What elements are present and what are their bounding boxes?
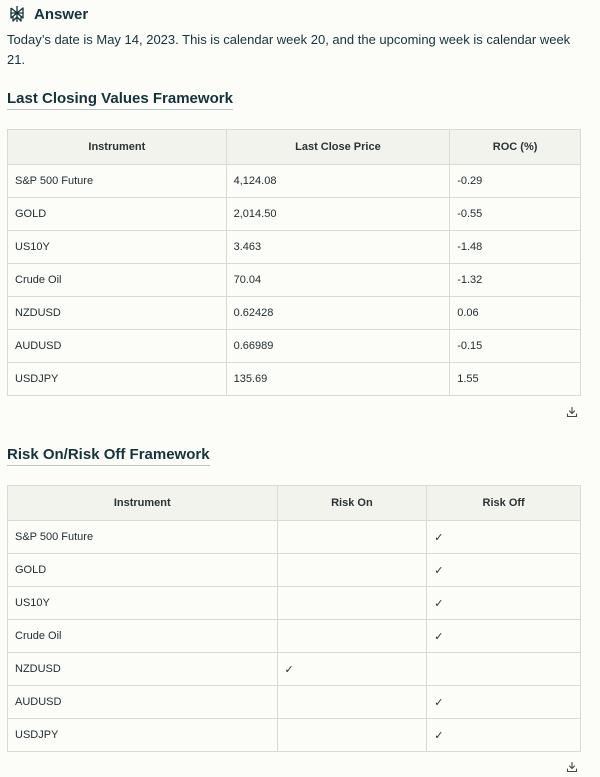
risk-section-title: Risk On/Risk Off Framework [7,446,210,466]
table-row [8,719,581,752]
price-cell: 2,014.50 [226,198,450,231]
column-header[interactable]: Risk Off [427,486,581,521]
risk-off-cell: ✓ [427,620,581,653]
roc-cell: 1.55 [450,363,581,396]
instrument-cell: Crude Oil [8,620,278,653]
column-header[interactable]: Last Close Price [226,130,450,165]
table-header-row [8,130,581,165]
risk-on-cell [277,719,427,752]
risk-off-cell [427,653,581,686]
download-icon[interactable] [566,761,578,773]
price-cell: 135.69 [226,363,450,396]
risk-off-cell: ✓ [427,587,581,620]
risk-on-cell [277,686,427,719]
instrument-cell: US10Y [8,587,278,620]
table-row [8,264,581,297]
risk-off-cell: ✓ [427,521,581,554]
column-header[interactable]: Instrument [8,130,227,165]
risk-off-cell: ✓ [427,554,581,587]
roc-cell: -0.55 [450,198,581,231]
price-cell: 0.66989 [226,330,450,363]
risk-off-cell: ✓ [427,686,581,719]
table-row [8,653,581,686]
risk-on-cell: ✓ [277,653,427,686]
price-cell: 70.04 [226,264,450,297]
table-row [8,297,581,330]
closing-section-title: Last Closing Values Framework [7,90,233,110]
closing-values-table [7,129,581,396]
instrument-cell: USDJPY [8,719,278,752]
table-row [8,620,581,653]
table-row [8,554,581,587]
column-header[interactable]: Risk On [277,486,427,521]
table-row [8,330,581,363]
instrument-cell: AUDUSD [8,686,278,719]
table-row [8,363,581,396]
roc-cell: -1.32 [450,264,581,297]
price-cell: 3.463 [226,231,450,264]
instrument-cell: Crude Oil [8,264,227,297]
risk-on-cell [277,587,427,620]
instrument-cell: S&P 500 Future [8,165,227,198]
roc-cell: -0.15 [450,330,581,363]
instrument-cell: NZDUSD [8,297,227,330]
table-row [8,165,581,198]
perplexity-logo-icon [8,5,26,23]
risk-framework-table [7,485,581,752]
table-row [8,198,581,231]
risk-off-cell: ✓ [427,719,581,752]
instrument-cell: GOLD [8,554,278,587]
price-cell: 4,124.08 [226,165,450,198]
instrument-cell: USDJPY [8,363,227,396]
column-header[interactable]: ROC (%) [450,130,581,165]
instrument-cell: GOLD [8,198,227,231]
roc-cell: -1.48 [450,231,581,264]
answer-title: Answer [34,5,89,23]
instrument-cell: S&P 500 Future [8,521,278,554]
answer-intro-text: Today’s date is May 14, 2023. This is calendar week 20, and the upcoming week is calendar week 21. [7,32,571,67]
table-row [8,521,581,554]
risk-on-cell [277,554,427,587]
price-cell: 0.62428 [226,297,450,330]
table-row [8,686,581,719]
answer-header [8,4,88,24]
risk-on-cell [277,521,427,554]
roc-cell: -0.29 [450,165,581,198]
instrument-cell: NZDUSD [8,653,278,686]
table-row [8,587,581,620]
column-header[interactable]: Instrument [8,486,278,521]
roc-cell: 0.06 [450,297,581,330]
download-icon[interactable] [566,406,578,418]
instrument-cell: US10Y [8,231,227,264]
table-row [8,231,581,264]
instrument-cell: AUDUSD [8,330,227,363]
risk-on-cell [277,620,427,653]
table-header-row [8,486,581,521]
